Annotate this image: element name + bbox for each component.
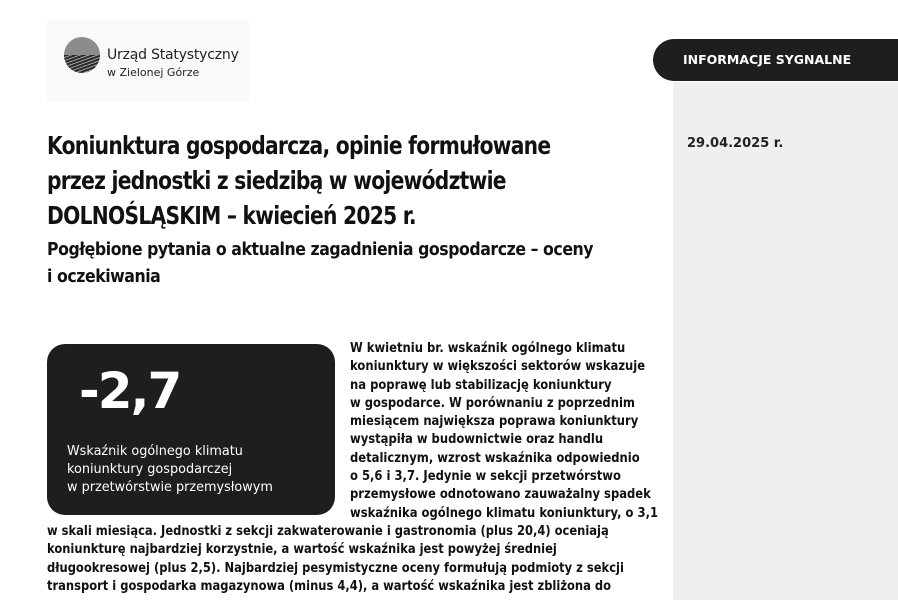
- paragraph-line: transport i gospodarka magazynowa (minus 4,4), a wartość wskaźnika jest zbliżona do: [47, 578, 612, 594]
- paragraph-line: koniunktury w większości sektorów wskazuje: [350, 359, 646, 375]
- indicator-desc-line: w przetwórstwie przemysłowym: [67, 479, 273, 495]
- intro-paragraph-continued: [47, 523, 658, 596]
- title-line: DOLNOŚLĄSKIM – kwiecień 2025 r.: [47, 201, 416, 230]
- subtitle-line: Pogłębione pytania o aktualne zagadnienia gospodarcze – oceny: [47, 240, 594, 260]
- title-line: Koniunktura gospodarcza, opinie formułowane: [47, 131, 551, 160]
- title-line: przez jednostki z siedzibą w województwie: [47, 166, 506, 195]
- paragraph-line: przemysłowe odnotowano zauważalny spadek: [350, 487, 651, 503]
- key-indicator-value: -2,7: [79, 362, 181, 420]
- paragraph-line: wystąpiła w budownictwie oraz handlu: [350, 432, 604, 448]
- paragraph-line: koniunkturę najbardziej korzystnie, a wartość wskaźnika jest powyżej średniej: [47, 542, 557, 558]
- publication-date: 29.04.2025 r.: [687, 136, 784, 151]
- paragraph-line: w skali miesiąca. Jednostki z sekcji zakwaterowanie i gastronomia (plus 20,4) oceniają: [47, 524, 609, 539]
- logo-emblem-stripes: [64, 55, 100, 73]
- logo-emblem-icon: [64, 37, 100, 73]
- page-title: [47, 128, 587, 233]
- intro-paragraph: [350, 340, 659, 523]
- logo-location: w Zielonej Górze: [107, 66, 200, 79]
- paragraph-line: na poprawę lub stabilizację koniunktury: [350, 377, 612, 393]
- page-subtitle: [47, 237, 594, 291]
- indicator-desc-line: koniunktury gospodarczej: [67, 461, 233, 477]
- paragraph-line: miesiącem największa poprawa koniunktury: [350, 414, 639, 430]
- paragraph-line: w gospodarce. W porównaniu z poprzednim: [350, 395, 635, 411]
- key-indicator-description: [67, 442, 314, 496]
- logo-name: Urząd Statystyczny: [107, 47, 239, 63]
- indicator-desc-line: Wskaźnik ogólnego klimatu: [67, 443, 243, 459]
- paragraph-line: długookresowej (plus 2,5). Najbardziej pesymistyczne oceny formułują podmioty z sekcji: [47, 560, 624, 576]
- key-indicator-box: [47, 344, 335, 515]
- paragraph-line: o 5,6 i 3,7. Jedynie w sekcji przetwórstwo: [350, 469, 621, 485]
- side-panel: [673, 82, 898, 600]
- paragraph-line: W kwietniu br. wskaźnik ogólnego klimatu: [350, 341, 626, 356]
- subtitle-line: i oczekiwania: [47, 267, 161, 287]
- paragraph-line: detalicznym, wzrost wskaźnika odpowiednio: [350, 450, 640, 466]
- logo: [47, 20, 249, 102]
- paragraph-line: wskaźnika ogólnego klimatu koniunktury, o 3,1: [350, 505, 659, 521]
- publication-type-banner: INFORMACJE SYGNALNE: [653, 39, 898, 81]
